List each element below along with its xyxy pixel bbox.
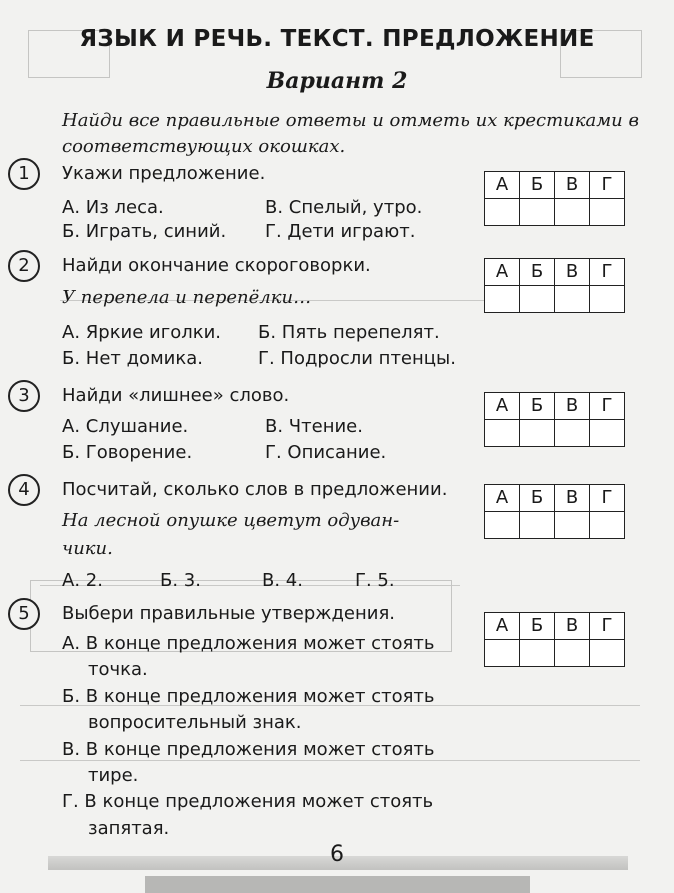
q5-option-b-line2: вопросительный знак.	[88, 712, 302, 733]
answer-header-v: В	[555, 393, 590, 420]
answer-checkbox-a[interactable]	[485, 420, 520, 447]
q3-option-v: В. Чтение.	[265, 416, 363, 437]
footer-band-lower	[145, 876, 530, 893]
answer-grid-2	[484, 258, 625, 313]
q3-option-b: Б. Говорение.	[62, 442, 193, 463]
q4-option-v: В. 4.	[262, 570, 303, 591]
answer-header-b: Б	[520, 259, 555, 286]
q3-option-g: Г. Описание.	[265, 442, 387, 463]
page-number: 6	[330, 842, 344, 867]
answer-header-g: Г	[590, 485, 625, 512]
answer-header-g: Г	[590, 172, 625, 199]
question-3-text: Найди «лишнее» слово.	[62, 385, 290, 406]
question-5-text: Выбери правильные утверждения.	[62, 603, 395, 624]
answer-header-b: Б	[520, 485, 555, 512]
answer-header-b: Б	[520, 172, 555, 199]
q5-option-v-line2: тире.	[88, 765, 139, 786]
answer-header-v: В	[555, 613, 590, 640]
question-number-4: 4	[8, 474, 40, 506]
bleed-through-line	[20, 760, 640, 761]
answer-checkbox-a[interactable]	[485, 199, 520, 226]
question-4-prompt-line1: На лесной опушке цветут одуван-	[62, 510, 400, 531]
answer-header-g: Г	[590, 393, 625, 420]
answer-grid-4	[484, 484, 625, 539]
answer-grid-3	[484, 392, 625, 447]
answer-header-g: Г	[590, 259, 625, 286]
q3-option-a: А. Слушание.	[62, 416, 189, 437]
answer-checkbox-g[interactable]	[590, 420, 625, 447]
question-2-text: Найди окончание скороговорки.	[62, 255, 371, 276]
q5-option-a-line1: А. В конце предложения может стоять	[62, 633, 435, 654]
question-number-1: 1	[8, 158, 40, 190]
page-title: ЯЗЫК И РЕЧЬ. ТЕКСТ. ПРЕДЛОЖЕНИЕ	[79, 26, 595, 52]
answer-grid-5	[484, 612, 625, 667]
answer-header-b: Б	[520, 393, 555, 420]
question-1-text: Укажи предложение.	[62, 163, 266, 184]
q5-option-g-line1: Г. В конце предложения может стоять	[62, 791, 434, 812]
q1-option-a: А. Из леса.	[62, 197, 164, 218]
answer-checkbox-v[interactable]	[555, 199, 590, 226]
answer-checkbox-g[interactable]	[590, 640, 625, 667]
q4-option-b: Б. 3.	[160, 570, 201, 591]
answer-checkbox-g[interactable]	[590, 199, 625, 226]
answer-grid-1	[484, 171, 625, 226]
answer-checkbox-a[interactable]	[485, 512, 520, 539]
answer-header-a: А	[485, 485, 520, 512]
q2-option-b2: Б. Нет домика.	[62, 348, 203, 369]
answer-header-a: А	[485, 172, 520, 199]
question-number-5: 5	[8, 598, 40, 630]
q1-option-g: Г. Дети играют.	[265, 221, 416, 242]
q5-option-g-line2: запятая.	[88, 818, 170, 839]
answer-checkbox-a[interactable]	[485, 640, 520, 667]
answer-header-a: А	[485, 613, 520, 640]
answer-checkbox-g[interactable]	[590, 512, 625, 539]
answer-header-b: Б	[520, 613, 555, 640]
answer-checkbox-g[interactable]	[590, 286, 625, 313]
q2-option-a: А. Яркие иголки.	[62, 322, 222, 343]
answer-checkbox-v[interactable]	[555, 420, 590, 447]
q1-option-v: В. Спелый, утро.	[265, 197, 423, 218]
instruction-text: Найди все правильные ответы и отметь их крестиками в соответствующих окошках.	[62, 110, 639, 157]
q5-option-b-line1: Б. В конце предложения может стоять	[62, 686, 435, 707]
answer-checkbox-b[interactable]	[520, 640, 555, 667]
answer-header-v: В	[555, 259, 590, 286]
q4-option-g: Г. 5.	[355, 570, 395, 591]
answer-header-a: А	[485, 259, 520, 286]
answer-checkbox-v[interactable]	[555, 512, 590, 539]
question-number-3: 3	[8, 380, 40, 412]
answer-checkbox-v[interactable]	[555, 286, 590, 313]
answer-header-a: А	[485, 393, 520, 420]
question-2-prompt: У перепела и перепёлки…	[62, 287, 312, 308]
answer-checkbox-v[interactable]	[555, 640, 590, 667]
q1-option-b: Б. Играть, синий.	[62, 221, 227, 242]
answer-header-v: В	[555, 485, 590, 512]
question-number-2: 2	[8, 250, 40, 282]
answer-header-g: Г	[590, 613, 625, 640]
answer-checkbox-b[interactable]	[520, 512, 555, 539]
variant-heading: Вариант 2	[266, 68, 408, 94]
answer-checkbox-b[interactable]	[520, 420, 555, 447]
q2-option-b: Б. Пять перепелят.	[258, 322, 440, 343]
question-4-text: Посчитай, сколько слов в предложении.	[62, 479, 448, 500]
q2-option-g: Г. Подросли птенцы.	[258, 348, 456, 369]
answer-header-v: В	[555, 172, 590, 199]
question-4-prompt-line2: чики.	[62, 538, 113, 559]
q4-option-a: А. 2.	[62, 570, 103, 591]
answer-checkbox-b[interactable]	[520, 199, 555, 226]
answer-checkbox-a[interactable]	[485, 286, 520, 313]
answer-checkbox-b[interactable]	[520, 286, 555, 313]
q5-option-v-line1: В. В конце предложения может стоять	[62, 739, 435, 760]
q5-option-a-line2: точка.	[88, 659, 148, 680]
